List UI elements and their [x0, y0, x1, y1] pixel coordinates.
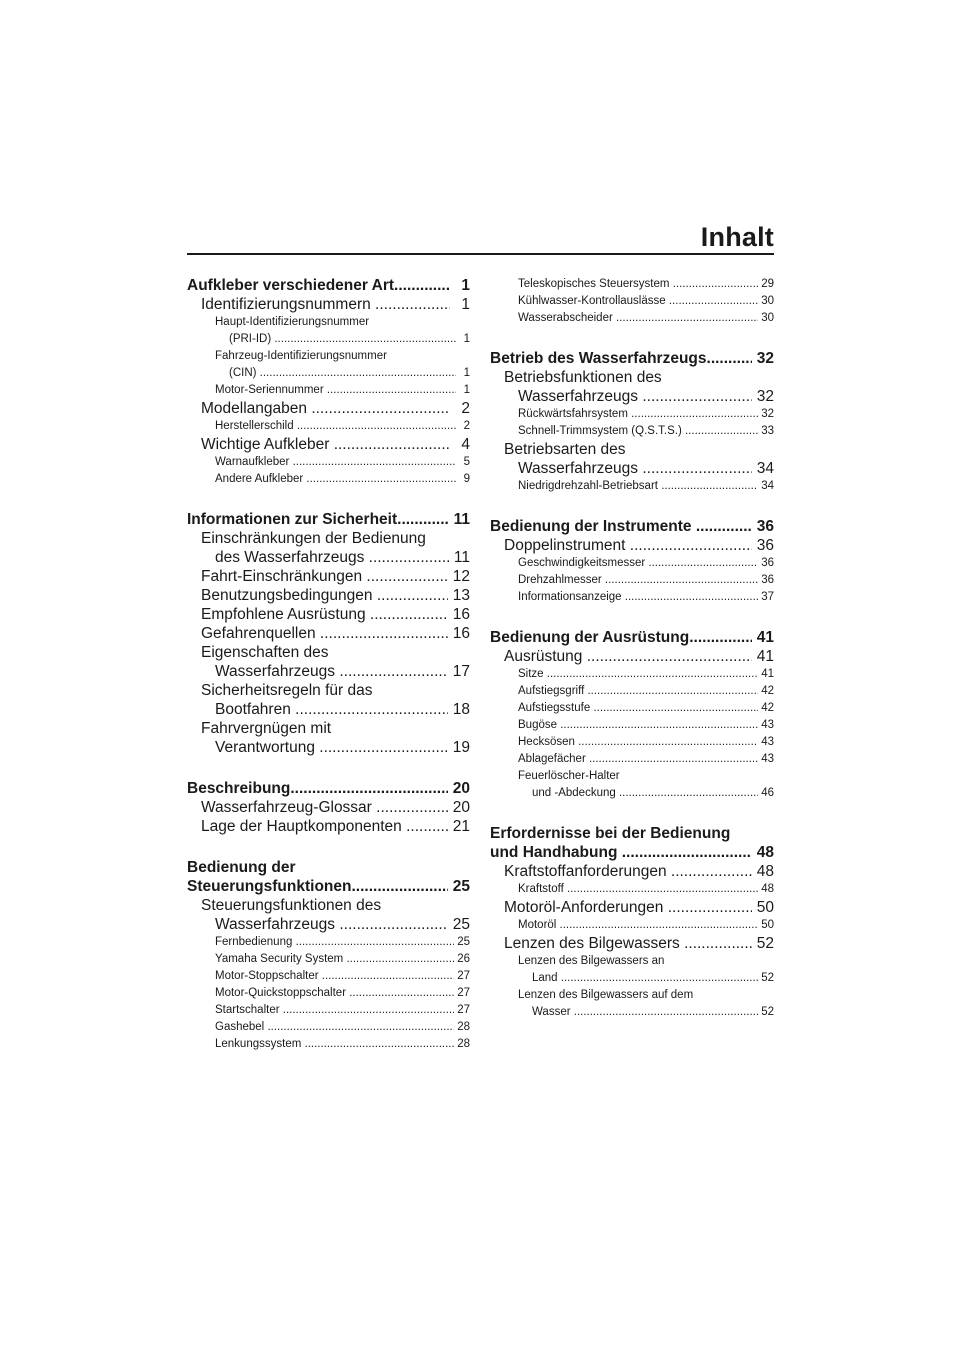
toc-entry-label: Sitze — [518, 668, 547, 680]
section-gap — [490, 495, 774, 517]
toc-entry[interactable] — [187, 624, 470, 643]
toc-page-number: 37 — [758, 591, 774, 603]
toc-entry-label: Bedienung der Instrumente — [490, 518, 696, 535]
toc-page-number: 43 — [758, 719, 774, 731]
dot-leader — [290, 779, 448, 798]
toc-page-number: 4 — [457, 436, 470, 453]
toc-entry-label: Verantwortung — [215, 739, 320, 756]
toc-page-number: 2 — [460, 420, 470, 432]
toc-entry-label: Steuerungsfunktionen — [187, 878, 352, 895]
toc-entry[interactable] — [490, 862, 774, 881]
page-title: Inhalt — [700, 222, 774, 252]
toc-page-number: 20 — [448, 780, 470, 797]
dot-leader — [406, 817, 448, 836]
toc-entry-label: Herstellerschild — [215, 420, 297, 432]
dot-leader — [376, 798, 448, 817]
dot-leader — [327, 382, 456, 399]
toc-entry-label: Wasserfahrzeugs — [215, 663, 340, 680]
section-gap — [490, 606, 774, 628]
dot-leader — [622, 843, 753, 862]
toc-page-number: 48 — [752, 844, 774, 861]
dot-leader — [260, 365, 456, 382]
toc-entry[interactable] — [490, 647, 774, 666]
toc-entry[interactable] — [187, 435, 470, 454]
toc-entry[interactable] — [187, 738, 470, 757]
toc-entry-label: Wasser — [532, 1006, 574, 1018]
dot-leader — [685, 423, 758, 440]
toc-heading-line: Fahrvergnügen mit — [201, 720, 332, 737]
toc-entry[interactable] — [187, 382, 470, 399]
toc-page-number: 52 — [758, 1006, 774, 1018]
section-gap — [490, 327, 774, 349]
toc-entry[interactable] — [187, 276, 470, 295]
dot-leader — [296, 934, 454, 951]
toc-page-number: 41 — [752, 629, 774, 646]
toc-entry-label: Identifizierungsnummern — [201, 296, 376, 313]
toc-entry[interactable] — [490, 572, 774, 589]
toc-entry[interactable] — [490, 293, 774, 310]
toc-entry[interactable] — [187, 968, 470, 985]
toc-entry-label: Ausrüstung — [504, 648, 587, 665]
dot-leader — [293, 454, 456, 471]
toc-page-number: 16 — [448, 625, 470, 642]
toc-entry[interactable] — [490, 310, 774, 327]
dot-leader — [560, 717, 758, 734]
toc-page-number: 50 — [758, 919, 774, 931]
toc-page-number: 32 — [752, 388, 774, 405]
toc-entry-label: (CIN) — [229, 367, 260, 379]
toc-entry-label: Wasserfahrzeug-Glossar — [201, 799, 377, 816]
dot-leader — [631, 406, 758, 423]
toc-entry[interactable] — [490, 700, 774, 717]
toc-page-number: 41 — [758, 668, 774, 680]
title-rule — [187, 253, 774, 255]
toc-entry-label: Yamaha Security System — [215, 953, 347, 965]
toc-entry-label: Motoröl — [518, 919, 560, 931]
dot-leader — [689, 628, 752, 647]
toc-entry[interactable] — [490, 536, 774, 555]
dot-leader — [334, 435, 450, 454]
toc-page-number: 52 — [758, 972, 774, 984]
dot-leader — [587, 647, 753, 666]
toc-entry[interactable] — [490, 459, 774, 478]
toc-page-number: 50 — [752, 899, 774, 916]
toc-heading-line: Lenzen des Bilgewassers auf dem — [518, 989, 694, 1001]
toc-entry[interactable] — [490, 555, 774, 572]
toc-page-number: 18 — [448, 701, 470, 718]
dot-leader — [306, 471, 456, 488]
toc-page-number: 25 — [454, 936, 470, 948]
dot-leader — [351, 877, 448, 896]
dot-leader — [397, 510, 449, 529]
toc-page-number: 27 — [454, 1004, 470, 1016]
section-gap — [490, 802, 774, 824]
toc-entry-label: Bugöse — [518, 719, 561, 731]
toc-heading-line: Betriebsfunktionen des — [504, 369, 662, 386]
toc-entry[interactable] — [187, 418, 470, 435]
toc-entry[interactable] — [187, 510, 470, 529]
toc-entry-label: Wasserfahrzeugs — [518, 388, 643, 405]
toc-page-number: 27 — [454, 970, 470, 982]
toc-entry[interactable] — [490, 843, 774, 862]
dot-leader — [642, 459, 752, 478]
toc-entry[interactable] — [187, 548, 470, 567]
toc-entry[interactable] — [187, 915, 470, 934]
dot-leader — [561, 970, 758, 987]
toc-page-number: 34 — [752, 460, 774, 477]
toc-entry-label: Aufkleber verschiedener Art — [187, 277, 395, 294]
toc-entry-label: Doppelinstrument — [504, 537, 630, 554]
toc-entry[interactable] — [490, 349, 774, 368]
toc-entry[interactable] — [490, 589, 774, 606]
dot-leader — [589, 751, 758, 768]
toc-entry[interactable] — [187, 586, 470, 605]
dot-leader — [619, 785, 758, 802]
toc-heading-line: Sicherheitsregeln für das — [201, 682, 373, 699]
toc-entry-label: des Wasserfahrzeugs — [215, 549, 369, 566]
toc-heading-line: Fahrzeug-Identifizierungsnummer — [215, 350, 387, 362]
toc-heading-line: Betriebsarten des — [504, 441, 626, 458]
toc-entry-label: Wasserabscheider — [518, 312, 617, 324]
dot-leader — [339, 915, 448, 934]
toc-page-number: 27 — [454, 987, 470, 999]
section-gap — [187, 488, 470, 510]
toc-entry[interactable] — [187, 471, 470, 488]
toc-page-number: 46 — [758, 787, 774, 799]
toc-page-number: 1 — [457, 296, 470, 313]
toc-entry[interactable] — [187, 700, 470, 719]
toc-entry-label: Lage der Hauptkomponenten — [201, 818, 407, 835]
toc-entry-label: Wasserfahrzeugs — [518, 460, 643, 477]
toc-heading-line: Haupt-Identifizierungsnummer — [215, 316, 370, 328]
dot-leader — [671, 862, 753, 881]
toc-page-number: 9 — [460, 473, 470, 485]
toc-page-number: 43 — [758, 753, 774, 765]
toc-page-number: 43 — [758, 736, 774, 748]
toc-page-number: 30 — [758, 312, 774, 324]
toc-page-number: 25 — [448, 878, 470, 895]
toc-entry-label: Gashebel — [215, 1021, 268, 1033]
toc-entry[interactable] — [187, 1036, 470, 1053]
toc-entry[interactable] — [187, 1019, 470, 1036]
toc-entry-label: Andere Aufkleber — [215, 473, 307, 485]
toc-entry-label: Informationen zur Sicherheit — [187, 511, 398, 528]
toc-page-number: 2 — [457, 400, 470, 417]
toc-entry[interactable] — [187, 295, 470, 314]
toc-page-number: 30 — [758, 295, 774, 307]
toc-entry[interactable] — [490, 934, 774, 953]
toc-entry[interactable] — [490, 917, 774, 934]
toc-entry-label: Wasserfahrzeugs — [215, 916, 340, 933]
dot-leader — [567, 881, 758, 898]
toc-entry-label: Gefahrenquellen — [201, 625, 320, 642]
dot-leader — [366, 567, 448, 586]
toc-entry-label: Empfohlene Ausrüstung — [201, 606, 370, 623]
toc-entry[interactable] — [490, 1004, 774, 1021]
toc-heading-line: Steuerungsfunktionen des — [201, 897, 382, 914]
toc-entry[interactable] — [490, 881, 774, 898]
toc-page-number: 12 — [448, 568, 470, 585]
dot-leader — [547, 666, 758, 683]
toc-entry[interactable] — [490, 276, 774, 293]
toc-entry-label: Fahrt-Einschränkungen — [201, 568, 367, 585]
dot-leader — [377, 586, 449, 605]
toc-page-number: 25 — [448, 916, 470, 933]
dot-leader — [370, 605, 449, 624]
dot-leader — [560, 917, 758, 934]
toc-entry[interactable] — [490, 785, 774, 802]
toc-entry[interactable] — [187, 877, 470, 896]
dot-leader — [593, 700, 758, 717]
toc-page-number: 21 — [448, 818, 470, 835]
dot-leader — [369, 548, 450, 567]
toc-heading-line: Lenzen des Bilgewassers an — [518, 955, 665, 967]
toc-page-number: 1 — [461, 277, 470, 294]
toc-page-number: 34 — [758, 480, 774, 492]
toc-entry-label: Fernbedienung — [215, 936, 296, 948]
dot-leader — [673, 276, 758, 293]
toc-entry[interactable] — [490, 478, 774, 495]
toc-entry-label: Bootfahren — [215, 701, 296, 718]
dot-leader — [648, 555, 758, 572]
toc-entry[interactable] — [187, 365, 470, 382]
toc-page-number: 13 — [448, 587, 470, 604]
dot-leader — [297, 418, 456, 435]
dot-leader — [661, 478, 758, 495]
toc-entry[interactable] — [187, 985, 470, 1002]
dot-leader — [642, 387, 752, 406]
toc-entry[interactable] — [187, 454, 470, 471]
toc-entry-label: Niedrigdrehzahl-Betriebsart — [518, 480, 662, 492]
toc-entry[interactable] — [490, 406, 774, 423]
toc-entry-label: Lenzen des Bilgewassers — [504, 935, 685, 952]
dot-leader — [295, 700, 448, 719]
dot-leader — [320, 624, 449, 643]
toc-entry-label: Benutzungsbedingungen — [201, 587, 377, 604]
toc-heading-line: Bedienung der — [187, 859, 296, 876]
toc-entry-label: Motoröl-Anforderungen — [504, 899, 668, 916]
toc-page-number: 48 — [758, 883, 774, 895]
toc-entry-label: Beschreibung — [187, 780, 291, 797]
section-gap — [187, 757, 470, 779]
toc-entry-label: Kühlwasser-Kontrollauslässe — [518, 295, 669, 307]
toc-entry[interactable] — [187, 1002, 470, 1019]
dot-leader — [587, 683, 758, 700]
dot-leader — [349, 985, 454, 1002]
toc-entry-label: Hecksösen — [518, 736, 579, 748]
toc-entry-label: Motor-Seriennummer — [215, 384, 327, 396]
dot-leader — [283, 1002, 454, 1019]
dot-leader — [305, 1036, 455, 1053]
toc-page-number: 52 — [752, 935, 774, 952]
toc-entry[interactable] — [490, 666, 774, 683]
toc-entry[interactable] — [490, 387, 774, 406]
dot-leader — [339, 662, 448, 681]
dot-leader — [274, 331, 456, 348]
toc-entry-label: Kraftstoffanforderungen — [504, 863, 671, 880]
toc-page-number: 36 — [752, 518, 774, 535]
toc-entry[interactable] — [187, 567, 470, 586]
toc-entry-label: Motor-Quickstoppschalter — [215, 987, 350, 999]
toc-entry[interactable] — [490, 717, 774, 734]
dot-leader — [346, 951, 454, 968]
toc-heading-line: Eigenschaften des — [201, 644, 329, 661]
toc-page-number: 11 — [449, 511, 470, 528]
toc-page-number: 36 — [758, 557, 774, 569]
toc-page-number: 1 — [460, 333, 470, 345]
toc-entry[interactable] — [187, 662, 470, 681]
toc-entry-label: und Handhabung — [490, 844, 622, 861]
toc-entry[interactable] — [490, 734, 774, 751]
toc-page-number: 36 — [758, 574, 774, 586]
toc-entry-label: Aufstiegsgriff — [518, 685, 588, 697]
toc-page-number: 5 — [460, 456, 470, 468]
dot-leader — [669, 293, 758, 310]
toc-entry[interactable] — [187, 798, 470, 817]
toc-entry-label: Rückwärtsfahrsystem — [518, 408, 632, 420]
toc-entry-label: Warnaufkleber — [215, 456, 293, 468]
toc-entry[interactable] — [490, 517, 774, 536]
dot-leader — [322, 968, 454, 985]
toc-page-number: 48 — [752, 863, 774, 880]
toc-page-number: 41 — [752, 648, 774, 665]
toc-entry[interactable] — [490, 628, 774, 647]
toc-entry-label: Lenkungssystem — [215, 1038, 305, 1050]
dot-leader — [668, 898, 753, 917]
toc-page-number: 28 — [454, 1021, 470, 1033]
toc-heading-line: Erfordernisse bei der Bedienung — [490, 825, 731, 842]
toc-entry-label: Wichtige Aufkleber — [201, 436, 334, 453]
dot-leader — [696, 517, 753, 536]
dot-leader — [311, 399, 450, 418]
toc-heading-line: Einschränkungen der Bedienung — [201, 530, 426, 547]
toc-entry-label: Land — [532, 972, 561, 984]
toc-entry[interactable] — [187, 605, 470, 624]
dot-leader — [616, 310, 758, 327]
toc-entry[interactable] — [490, 970, 774, 987]
dot-leader — [684, 934, 752, 953]
toc-entry[interactable] — [187, 331, 470, 348]
toc-page-number: 28 — [454, 1038, 470, 1050]
toc-page-number: 32 — [758, 408, 774, 420]
toc-heading-line: Feuerlöscher-Halter — [518, 770, 620, 782]
toc-entry-label: Schnell-Trimmsystem (Q.S.T.S.) — [518, 425, 685, 437]
toc-entry-label: Aufstiegsstufe — [518, 702, 594, 714]
toc-entry[interactable] — [490, 423, 774, 440]
dot-leader — [630, 536, 753, 555]
toc-entry-label: Geschwindigkeitsmesser — [518, 557, 649, 569]
toc-entry-label: Informationsanzeige — [518, 591, 625, 603]
toc-entry[interactable] — [187, 951, 470, 968]
dot-leader — [605, 572, 758, 589]
toc-entry-label: und -Abdeckung — [532, 787, 619, 799]
toc-page-number: 33 — [758, 425, 774, 437]
dot-leader — [394, 276, 450, 295]
toc-column-right — [490, 276, 774, 1021]
toc-page-number: 1 — [460, 367, 470, 379]
toc-page-number: 32 — [752, 350, 774, 367]
section-gap — [187, 836, 470, 858]
toc-page-number: 26 — [454, 953, 470, 965]
toc-page-number: 17 — [448, 663, 470, 680]
toc-entry-label: (PRI-ID) — [229, 333, 275, 345]
toc-entry[interactable] — [187, 934, 470, 951]
dot-leader — [267, 1019, 454, 1036]
toc-page-number: 19 — [448, 739, 470, 756]
dot-leader — [578, 734, 758, 751]
toc-page-number: 42 — [758, 685, 774, 697]
toc-entry[interactable] — [187, 817, 470, 836]
toc-entry-label: Modellangaben — [201, 400, 312, 417]
dot-leader — [375, 295, 450, 314]
toc-column-left — [187, 276, 470, 1053]
dot-leader — [574, 1004, 758, 1021]
toc-page-number: 36 — [752, 537, 774, 554]
toc-page-number: 11 — [449, 549, 470, 566]
toc-entry-label: Teleskopisches Steuersystem — [518, 278, 673, 290]
toc-page-number: 16 — [448, 606, 470, 623]
toc-entry-label: Kraftstoff — [518, 883, 568, 895]
toc-entry-label: Ablagefächer — [518, 753, 589, 765]
toc-entry[interactable] — [490, 898, 774, 917]
toc-entry-label: Motor-Stoppschalter — [215, 970, 322, 982]
toc-entry[interactable] — [187, 399, 470, 418]
toc-page-number: 42 — [758, 702, 774, 714]
toc-entry[interactable] — [490, 751, 774, 768]
toc-page-number: 1 — [460, 384, 470, 396]
toc-page-number: 20 — [448, 799, 470, 816]
toc-entry-label: Drehzahlmesser — [518, 574, 605, 586]
dot-leader — [625, 589, 758, 606]
toc-entry-label: Startschalter — [215, 1004, 283, 1016]
toc-entry[interactable] — [187, 779, 470, 798]
toc-page-number: 29 — [758, 278, 774, 290]
dot-leader — [707, 349, 753, 368]
toc-entry-label: Betrieb des Wasserfahrzeugs — [490, 350, 707, 367]
toc-entry[interactable] — [490, 683, 774, 700]
dot-leader — [319, 738, 448, 757]
toc-entry-label: Bedienung der Ausrüstung — [490, 629, 690, 646]
